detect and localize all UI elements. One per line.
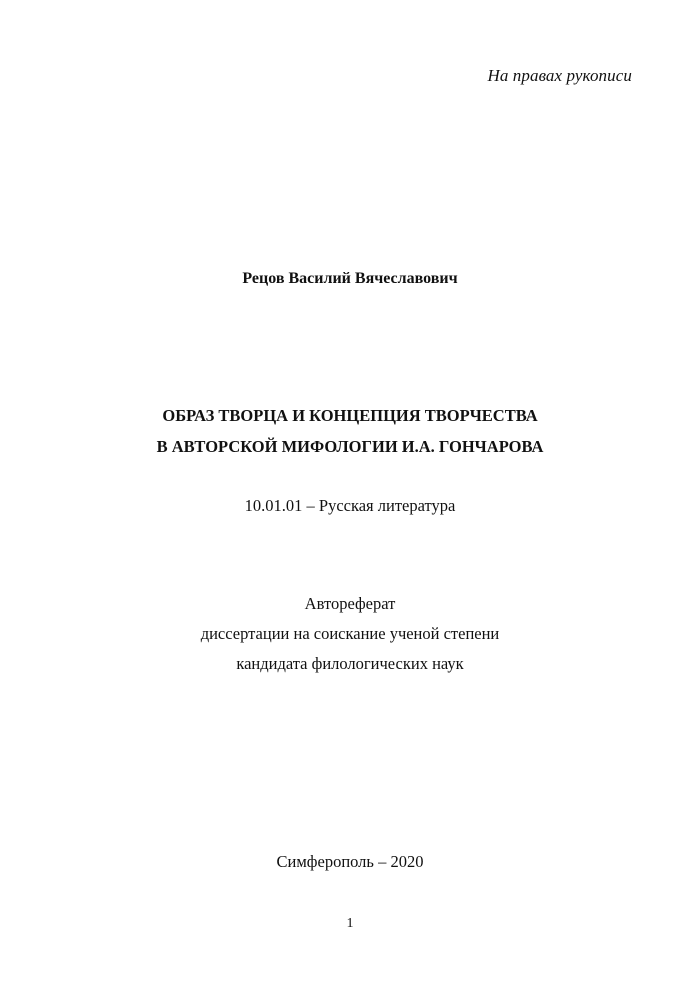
- title-line-1: ОБРАЗ ТВОРЦА И КОНЦЕПЦИЯ ТВОРЧЕСТВА: [162, 406, 538, 425]
- abstract-line-1: Автореферат: [304, 594, 396, 613]
- abstract-line-3: кандидата филологических наук: [236, 654, 464, 673]
- rights-note: На правах рукописи: [487, 66, 632, 85]
- author-name: Рецов Василий Вячеславович: [242, 270, 458, 287]
- abstract-line-2: диссертации на соискание ученой степени: [200, 624, 500, 643]
- title-line-2: В АВТОРСКОЙ МИФОЛОГИИ И.А. ГОНЧАРОВА: [156, 437, 544, 456]
- page-number: 1: [346, 916, 354, 931]
- abstract-description: [0, 589, 700, 679]
- specialty-code: 10.01.01 – Русская литература: [244, 496, 456, 515]
- document-title: [0, 400, 700, 462]
- city-year: Симферополь – 2020: [276, 852, 424, 871]
